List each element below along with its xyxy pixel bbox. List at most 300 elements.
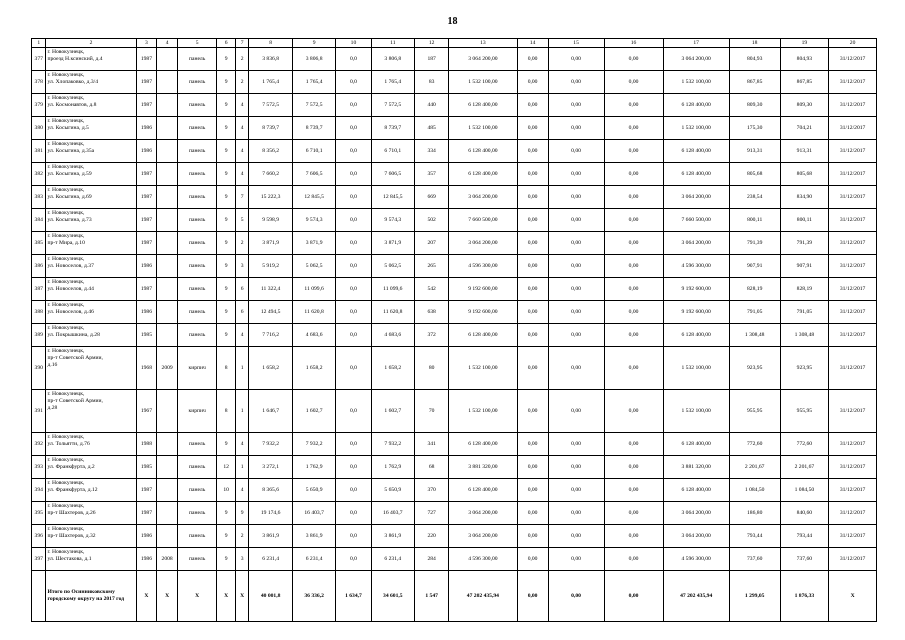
value-cell-c9: 7 606,5 xyxy=(292,163,335,186)
row-number-cell: 394 xyxy=(32,479,46,502)
value-cell-c20: 31/12/2017 xyxy=(829,525,877,548)
value-cell-c7: 2 xyxy=(235,525,248,548)
value-cell-c15: 0,00 xyxy=(548,479,604,502)
value-cell-c8: 3 871,9 xyxy=(249,232,292,255)
row-number-cell: 377 xyxy=(32,48,46,71)
value-cell-c11: 1 658,2 xyxy=(371,347,414,390)
value-cell-c17: 3 064 200,00 xyxy=(663,186,729,209)
table-row xyxy=(32,209,877,232)
total-cell-c12: 1 547 xyxy=(415,571,449,622)
value-cell-c15: 0,00 xyxy=(548,117,604,140)
value-cell-c19: 955,95 xyxy=(780,390,829,433)
value-cell-c7: 3 xyxy=(235,255,248,278)
value-cell-c14: 0,00 xyxy=(517,433,548,456)
address-cell: г. Новокузнецк, ул. Косыгина, д.5 xyxy=(46,117,136,140)
value-cell-c17: 3 064 200,00 xyxy=(663,502,729,525)
value-cell-c15: 0,00 xyxy=(548,301,604,324)
value-cell-c19: 772,60 xyxy=(780,433,829,456)
value-cell-c16: 0,00 xyxy=(604,117,663,140)
value-cell-c8: 7 716,2 xyxy=(249,324,292,347)
value-cell-c14: 0,00 xyxy=(517,347,548,390)
value-cell-c14: 0,00 xyxy=(517,255,548,278)
value-cell-c11: 12 845,5 xyxy=(371,186,414,209)
address-cell: г. Новокузнецк, пр-т Советской Армии, д.16 xyxy=(46,347,136,390)
value-cell-c15: 0,00 xyxy=(548,186,604,209)
value-cell-c9: 5 062,5 xyxy=(292,255,335,278)
value-cell-c20: 31/12/2017 xyxy=(829,390,877,433)
value-cell-c16: 0,00 xyxy=(604,278,663,301)
value-cell-c8: 1 765,4 xyxy=(249,71,292,94)
value-cell-c8: 5 919,2 xyxy=(249,255,292,278)
value-cell-c11: 3 806,8 xyxy=(371,48,414,71)
value-cell-c16: 0,00 xyxy=(604,255,663,278)
value-cell-c8: 1 646,7 xyxy=(249,390,292,433)
value-cell-c8: 15 222,3 xyxy=(249,186,292,209)
address-cell: г. Новокузнецк, ул. Тольятти, д.76 xyxy=(46,433,136,456)
value-cell-c6: 9 xyxy=(217,186,236,209)
value-cell-c9: 1 762,9 xyxy=(292,456,335,479)
value-cell-c14: 0,00 xyxy=(517,117,548,140)
value-cell-c16: 0,00 xyxy=(604,324,663,347)
value-cell-c3: 1986 xyxy=(136,301,157,324)
row-number-cell: 393 xyxy=(32,456,46,479)
value-cell-c7: 2 xyxy=(235,71,248,94)
value-cell-c11: 8 739,7 xyxy=(371,117,414,140)
value-cell-c5: панель xyxy=(177,456,216,479)
column-number-cell: 3 xyxy=(136,39,157,48)
value-cell-c5: кирпич xyxy=(177,390,216,433)
value-cell-c9: 1 765,4 xyxy=(292,71,335,94)
value-cell-c19: 809,30 xyxy=(780,94,829,117)
total-cell-c3: X xyxy=(136,571,157,622)
register-table xyxy=(31,38,877,622)
column-number-cell: 7 xyxy=(235,39,248,48)
value-cell-c17: 6 128 400,00 xyxy=(663,479,729,502)
value-cell-c6: 9 xyxy=(217,502,236,525)
value-cell-c11: 1 762,9 xyxy=(371,456,414,479)
value-cell-c5: панель xyxy=(177,502,216,525)
value-cell-c12: 265 xyxy=(415,255,449,278)
column-number-cell: 17 xyxy=(663,39,729,48)
column-number-cell: 2 xyxy=(46,39,136,48)
value-cell-c12: 220 xyxy=(415,525,449,548)
value-cell-c6: 8 xyxy=(217,390,236,433)
value-cell-c20: 31/12/2017 xyxy=(829,71,877,94)
value-cell-c15: 0,00 xyxy=(548,433,604,456)
value-cell-c10: 0,0 xyxy=(336,232,371,255)
value-cell-c18: 867,85 xyxy=(729,71,780,94)
value-cell-c17: 3 064 200,00 xyxy=(663,525,729,548)
total-cell-c15: 0,00 xyxy=(548,571,604,622)
value-cell-c5: панель xyxy=(177,433,216,456)
value-cell-c9: 3 871,9 xyxy=(292,232,335,255)
value-cell-c3: 1986 xyxy=(136,140,157,163)
value-cell-c5: панель xyxy=(177,324,216,347)
value-cell-c18: 238,54 xyxy=(729,186,780,209)
value-cell-c20: 31/12/2017 xyxy=(829,117,877,140)
value-cell-c16: 0,00 xyxy=(604,548,663,571)
value-cell-c5: панель xyxy=(177,140,216,163)
value-cell-c17: 1 532 100,00 xyxy=(663,390,729,433)
value-cell-c15: 0,00 xyxy=(548,232,604,255)
value-cell-c5: панель xyxy=(177,117,216,140)
table-row xyxy=(32,232,877,255)
value-cell-c3: 1987 xyxy=(136,278,157,301)
value-cell-c17: 3 064 200,00 xyxy=(663,48,729,71)
value-cell-c10: 0,0 xyxy=(336,117,371,140)
value-cell-c3: 1985 xyxy=(136,324,157,347)
value-cell-c20: 31/12/2017 xyxy=(829,502,877,525)
value-cell-c13: 3 064 200,00 xyxy=(449,48,517,71)
value-cell-c4 xyxy=(157,71,178,94)
value-cell-c19: 704,21 xyxy=(780,117,829,140)
address-cell: г. Новокузнецк, пр-т Советской Армии, д.28 xyxy=(46,390,136,433)
value-cell-c19: 1 084,50 xyxy=(780,479,829,502)
value-cell-c12: 207 xyxy=(415,232,449,255)
value-cell-c12: 370 xyxy=(415,479,449,502)
value-cell-c20: 31/12/2017 xyxy=(829,456,877,479)
value-cell-c13: 6 128 400,00 xyxy=(449,163,517,186)
value-cell-c4 xyxy=(157,94,178,117)
value-cell-c10: 0,0 xyxy=(336,48,371,71)
value-cell-c7: 3 xyxy=(235,548,248,571)
row-number-cell: 383 xyxy=(32,186,46,209)
value-cell-c11: 4 683,6 xyxy=(371,324,414,347)
row-number-cell: 386 xyxy=(32,255,46,278)
value-cell-c16: 0,00 xyxy=(604,94,663,117)
value-cell-c10: 0,0 xyxy=(336,456,371,479)
value-cell-c6: 9 xyxy=(217,117,236,140)
value-cell-c11: 7 572,5 xyxy=(371,94,414,117)
value-cell-c3: 1987 xyxy=(136,502,157,525)
column-number-header xyxy=(32,39,877,48)
value-cell-c9: 3 806,8 xyxy=(292,48,335,71)
value-cell-c16: 0,00 xyxy=(604,479,663,502)
value-cell-c10: 0,0 xyxy=(336,186,371,209)
value-cell-c17: 1 532 100,00 xyxy=(663,347,729,390)
value-cell-c10: 0,0 xyxy=(336,390,371,433)
table-row xyxy=(32,48,877,71)
value-cell-c8: 7 660,2 xyxy=(249,163,292,186)
value-cell-c7: 4 xyxy=(235,324,248,347)
table-row xyxy=(32,456,877,479)
value-cell-c3: 1987 xyxy=(136,232,157,255)
value-cell-c3: 1988 xyxy=(136,433,157,456)
total-cell-c5: X xyxy=(177,571,216,622)
value-cell-c11: 7 932,2 xyxy=(371,433,414,456)
value-cell-c12: 68 xyxy=(415,456,449,479)
table-row xyxy=(32,140,877,163)
value-cell-c19: 867,85 xyxy=(780,71,829,94)
value-cell-c5: панель xyxy=(177,209,216,232)
value-cell-c9: 1 658,2 xyxy=(292,347,335,390)
value-cell-c16: 0,00 xyxy=(604,232,663,255)
value-cell-c12: 542 xyxy=(415,278,449,301)
value-cell-c8: 11 322,4 xyxy=(249,278,292,301)
value-cell-c14: 0,00 xyxy=(517,232,548,255)
value-cell-c17: 1 532 100,00 xyxy=(663,71,729,94)
value-cell-c18: 804,93 xyxy=(729,48,780,71)
value-cell-c16: 0,00 xyxy=(604,456,663,479)
value-cell-c17: 6 128 400,00 xyxy=(663,433,729,456)
value-cell-c19: 737,60 xyxy=(780,548,829,571)
total-cell-c18: 1 299,05 xyxy=(729,571,780,622)
value-cell-c13: 6 128 400,00 xyxy=(449,94,517,117)
value-cell-c19: 2 201,67 xyxy=(780,456,829,479)
row-number-cell: 379 xyxy=(32,94,46,117)
value-cell-c3: 1967 xyxy=(136,390,157,433)
column-number-cell: 11 xyxy=(371,39,414,48)
value-cell-c14: 0,00 xyxy=(517,502,548,525)
value-cell-c15: 0,00 xyxy=(548,71,604,94)
value-cell-c11: 3 861,9 xyxy=(371,525,414,548)
value-cell-c14: 0,00 xyxy=(517,278,548,301)
value-cell-c4 xyxy=(157,255,178,278)
value-cell-c3: 1987 xyxy=(136,186,157,209)
value-cell-c8: 3 836,8 xyxy=(249,48,292,71)
value-cell-c14: 0,00 xyxy=(517,548,548,571)
value-cell-c12: 502 xyxy=(415,209,449,232)
value-cell-c6: 9 xyxy=(217,525,236,548)
value-cell-c16: 0,00 xyxy=(604,209,663,232)
value-cell-c16: 0,00 xyxy=(604,163,663,186)
column-number-cell: 14 xyxy=(517,39,548,48)
value-cell-c5: панель xyxy=(177,548,216,571)
value-cell-c10: 0,0 xyxy=(336,209,371,232)
value-cell-c10: 0,0 xyxy=(336,255,371,278)
total-cell-c13: 47 202 435,94 xyxy=(449,571,517,622)
table-row xyxy=(32,255,877,278)
table-row xyxy=(32,433,877,456)
value-cell-c10: 0,0 xyxy=(336,140,371,163)
value-cell-c15: 0,00 xyxy=(548,163,604,186)
column-number-cell: 12 xyxy=(415,39,449,48)
value-cell-c20: 31/12/2017 xyxy=(829,186,877,209)
column-number-cell: 18 xyxy=(729,39,780,48)
total-cell-c7: X xyxy=(235,571,248,622)
value-cell-c14: 0,00 xyxy=(517,525,548,548)
value-cell-c18: 913,31 xyxy=(729,140,780,163)
value-cell-c19: 834,90 xyxy=(780,186,829,209)
value-cell-c16: 0,00 xyxy=(604,301,663,324)
value-cell-c20: 31/12/2017 xyxy=(829,163,877,186)
total-cell-c9: 36 336,2 xyxy=(292,571,335,622)
value-cell-c13: 3 064 200,00 xyxy=(449,502,517,525)
value-cell-c3: 1986 xyxy=(136,117,157,140)
value-cell-c4 xyxy=(157,140,178,163)
address-cell: г. Новокузнецк, ул. Космонавтов, д.8 xyxy=(46,94,136,117)
value-cell-c5: панель xyxy=(177,71,216,94)
value-cell-c14: 0,00 xyxy=(517,209,548,232)
value-cell-c6: 9 xyxy=(217,94,236,117)
value-cell-c8: 6 231,4 xyxy=(249,548,292,571)
value-cell-c6: 9 xyxy=(217,278,236,301)
value-cell-c20: 31/12/2017 xyxy=(829,94,877,117)
value-cell-c20: 31/12/2017 xyxy=(829,347,877,390)
value-cell-c4 xyxy=(157,232,178,255)
value-cell-c20: 31/12/2017 xyxy=(829,301,877,324)
value-cell-c20: 31/12/2017 xyxy=(829,479,877,502)
value-cell-c17: 4 596 300,00 xyxy=(663,548,729,571)
value-cell-c8: 12 494,5 xyxy=(249,301,292,324)
value-cell-c5: панель xyxy=(177,479,216,502)
value-cell-c5: панель xyxy=(177,163,216,186)
value-cell-c9: 12 845,5 xyxy=(292,186,335,209)
value-cell-c18: 2 201,67 xyxy=(729,456,780,479)
column-number-cell: 20 xyxy=(829,39,877,48)
value-cell-c3: 1986 xyxy=(136,548,157,571)
value-cell-c5: панель xyxy=(177,255,216,278)
value-cell-c18: 737,60 xyxy=(729,548,780,571)
address-cell: г. Новокузнецк, ул. Косыгина, д.69 xyxy=(46,186,136,209)
value-cell-c5: панель xyxy=(177,48,216,71)
value-cell-c9: 7 572,5 xyxy=(292,94,335,117)
value-cell-c8: 8 739,7 xyxy=(249,117,292,140)
column-number-cell: 13 xyxy=(449,39,517,48)
value-cell-c18: 175,30 xyxy=(729,117,780,140)
table-row xyxy=(32,548,877,571)
value-cell-c20: 31/12/2017 xyxy=(829,232,877,255)
table-row xyxy=(32,71,877,94)
value-cell-c11: 1 765,4 xyxy=(371,71,414,94)
table-row xyxy=(32,278,877,301)
value-cell-c15: 0,00 xyxy=(548,94,604,117)
row-number-cell: 390 xyxy=(32,347,46,390)
column-number-cell: 19 xyxy=(780,39,829,48)
value-cell-c9: 4 683,6 xyxy=(292,324,335,347)
value-cell-c13: 1 532 100,00 xyxy=(449,390,517,433)
value-cell-c18: 791,39 xyxy=(729,232,780,255)
table-row xyxy=(32,525,877,548)
value-cell-c4: 2008 xyxy=(157,548,178,571)
value-cell-c8: 9 598,9 xyxy=(249,209,292,232)
value-cell-c16: 0,00 xyxy=(604,347,663,390)
value-cell-c13: 1 532 100,00 xyxy=(449,117,517,140)
value-cell-c10: 0,0 xyxy=(336,479,371,502)
address-cell: г. Новокузнецк, ул. Франкфурта, д.2 xyxy=(46,456,136,479)
value-cell-c10: 0,0 xyxy=(336,502,371,525)
value-cell-c14: 0,00 xyxy=(517,301,548,324)
value-cell-c18: 791,05 xyxy=(729,301,780,324)
value-cell-c4 xyxy=(157,433,178,456)
value-cell-c16: 0,00 xyxy=(604,390,663,433)
value-cell-c9: 3 861,9 xyxy=(292,525,335,548)
value-cell-c4 xyxy=(157,456,178,479)
value-cell-c20: 31/12/2017 xyxy=(829,255,877,278)
value-cell-c13: 9 192 600,00 xyxy=(449,278,517,301)
value-cell-c15: 0,00 xyxy=(548,502,604,525)
value-cell-c7: 2 xyxy=(235,232,248,255)
value-cell-c20: 31/12/2017 xyxy=(829,140,877,163)
value-cell-c10: 0,0 xyxy=(336,548,371,571)
value-cell-c3: 1985 xyxy=(136,456,157,479)
value-cell-c19: 791,05 xyxy=(780,301,829,324)
value-cell-c12: 485 xyxy=(415,117,449,140)
value-cell-c18: 772,60 xyxy=(729,433,780,456)
value-cell-c11: 3 871,9 xyxy=(371,232,414,255)
value-cell-c14: 0,00 xyxy=(517,140,548,163)
value-cell-c4 xyxy=(157,117,178,140)
value-cell-c11: 11 099,6 xyxy=(371,278,414,301)
address-cell: г. Новокузнецк, пр-т Мира, д.10 xyxy=(46,232,136,255)
value-cell-c3: 1987 xyxy=(136,209,157,232)
value-cell-c19: 791,39 xyxy=(780,232,829,255)
total-cell-c10: 1 634,7 xyxy=(336,571,371,622)
value-cell-c17: 3 064 200,00 xyxy=(663,232,729,255)
column-number-cell: 9 xyxy=(292,39,335,48)
address-cell: г. Новокузнецк, ул. Шестакова, д.1 xyxy=(46,548,136,571)
value-cell-c17: 9 192 600,00 xyxy=(663,301,729,324)
value-cell-c10: 0,0 xyxy=(336,94,371,117)
value-cell-c14: 0,00 xyxy=(517,94,548,117)
value-cell-c5: панель xyxy=(177,186,216,209)
value-cell-c16: 0,00 xyxy=(604,71,663,94)
value-cell-c12: 70 xyxy=(415,390,449,433)
value-cell-c15: 0,00 xyxy=(548,140,604,163)
table-row xyxy=(32,502,877,525)
table-row xyxy=(32,390,877,433)
value-cell-c18: 1 308,48 xyxy=(729,324,780,347)
value-cell-c12: 341 xyxy=(415,433,449,456)
total-cell-c4: X xyxy=(157,571,178,622)
table-row xyxy=(32,163,877,186)
value-cell-c9: 6 231,4 xyxy=(292,548,335,571)
column-number-cell: 16 xyxy=(604,39,663,48)
value-cell-c13: 9 192 600,00 xyxy=(449,301,517,324)
value-cell-c20: 31/12/2017 xyxy=(829,278,877,301)
value-cell-c17: 6 128 400,00 xyxy=(663,140,729,163)
address-cell: г. Новокузнецк, ул. Хлопаковко, д.3/4 xyxy=(46,71,136,94)
value-cell-c17: 6 128 400,00 xyxy=(663,94,729,117)
value-cell-c12: 83 xyxy=(415,71,449,94)
value-cell-c5: кирпич xyxy=(177,347,216,390)
value-cell-c7: 6 xyxy=(235,278,248,301)
column-number-cell: 15 xyxy=(548,39,604,48)
value-cell-c4 xyxy=(157,502,178,525)
value-cell-c10: 0,0 xyxy=(336,301,371,324)
value-cell-c5: панель xyxy=(177,232,216,255)
value-cell-c9: 8 739,7 xyxy=(292,117,335,140)
address-cell: г. Новокузнецк, ул. Франкфурта, д.12 xyxy=(46,479,136,502)
value-cell-c15: 0,00 xyxy=(548,390,604,433)
table-row xyxy=(32,301,877,324)
address-cell: г. Новокузнецк, ул. Покрышкина, д.28 xyxy=(46,324,136,347)
value-cell-c12: 80 xyxy=(415,347,449,390)
value-cell-c19: 907,91 xyxy=(780,255,829,278)
value-cell-c14: 0,00 xyxy=(517,456,548,479)
value-cell-c18: 809,30 xyxy=(729,94,780,117)
value-cell-c10: 0,0 xyxy=(336,525,371,548)
value-cell-c7: 9 xyxy=(235,502,248,525)
value-cell-c18: 955,95 xyxy=(729,390,780,433)
value-cell-c5: панель xyxy=(177,301,216,324)
value-cell-c7: 4 xyxy=(235,94,248,117)
value-cell-c20: 31/12/2017 xyxy=(829,209,877,232)
value-cell-c11: 1 602,7 xyxy=(371,390,414,433)
value-cell-c13: 6 128 400,00 xyxy=(449,479,517,502)
column-number-cell: 1 xyxy=(32,39,46,48)
value-cell-c13: 4 596 300,00 xyxy=(449,255,517,278)
value-cell-c19: 800,11 xyxy=(780,209,829,232)
value-cell-c6: 9 xyxy=(217,255,236,278)
address-cell: г. Новокузнецк, ул. Новоселов, д.46 xyxy=(46,301,136,324)
row-number-cell: 381 xyxy=(32,140,46,163)
address-cell: г. Новокузнецк, ул. Косыгина, д.35а xyxy=(46,140,136,163)
total-empty-cell xyxy=(32,571,46,622)
total-cell-c20: X xyxy=(829,571,877,622)
value-cell-c16: 0,00 xyxy=(604,502,663,525)
value-cell-c6: 9 xyxy=(217,548,236,571)
